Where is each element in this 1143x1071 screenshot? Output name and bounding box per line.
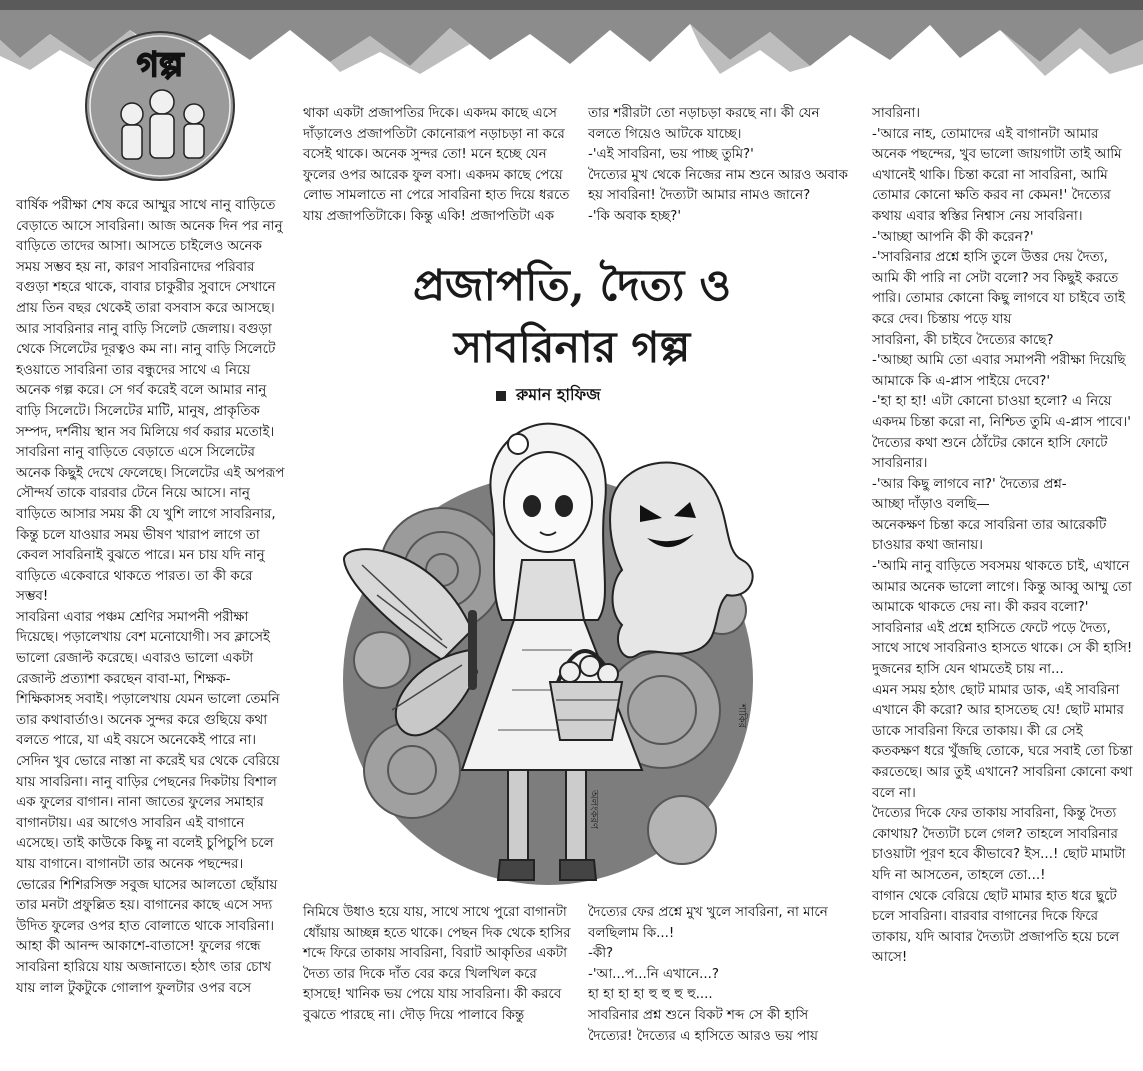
column-text: সাবরিনা। -'আরে নাহ, তোমাদের এই বাগানটা আমার অনেক পছন্দের, খুব ভালো জায়গাটা তাই আমি এখানেই থাকি। চিন্তা করো না সাবরিনা, আমি তোমার কোনো ক্ষতি করব না কেমন!' দৈত্যের কথায় এবার স্বস্তির নিশ্বাস নেয় সাবরিনা। -'আচ্ছা আপনি কী কী করেন?' -'সাবরিনার প্রশ্নে হাসি তুলে উত্তর দেয় দৈত্য, আমি কী পারি না সেটা বলো? সব কিছুই করতে পারি। তোমার কোনো কিছু লাগবে যা চাইবে তাই করে দেব। চিন্তায় পড়ে যায় সাবরিনা, কী চাইবে দৈত্যের কাছে? -'আচ্ছা আমি তো এবার সমাপনী পরীক্ষা দিয়েছি আমাকে কি এ-প্লাস পাইয়ে দেবে?' -'হা হা হা! এটা কোনো চাওয়া হলো? এ নিয়ে একদম চিন্তা করো না, নিশ্চিত তুমি এ-প্লাস পাবে।' দৈত্যের কথা শুনে ঠোঁটের কোনে হাসি ফোটে সাবরিনার। -'আর কিছু লাগবে না?' দৈত্যের প্রশ্ন- আচ্ছা দাঁড়াও বলছি— অনেকক্ষণ চিন্তা করে সাবরিনা তার আরেকটি চাওয়ার কথা জানায়। -'আমি নানু বাড়িতে সবসময় থাকতে চাই, এখানে আমার অনেক ভালো লাগে। কিন্তু আব্বু আম্মু তো আমাকে থাকতে দেয় না। কী করব বলো?' সাবরিনার এই প্রশ্নে হাসিতে ফেটে পড়ে দৈত্য, সাথে সাথে সাবরিনাও হাসতে থাকে। সে কী হাসি! দুজনের হাসি যেন থামতেই চায় না... এমন সময় হঠাৎ ছোট মামার ডাক, এই সাবরিনা এখানে কী করো? আর হাসতেছ যে! ছোট মামার ডাকে সাবরিনা ফিরে তাকায়। কী রে সেই কতকক্ষণ ধরে খুঁজছি তোকে, ঘরে সবাই তো চিন্তা করতেছে। আর তুই এখানে? সাবরিনা কোনো কথা বলে না। দৈত্যের দিকে ফের তাকায় সাবরিনা, কিন্তু দৈত্য কোথায়? দৈত্যটা চলে গেল? তাহলে সাবরিনার চাওয়াটা পূরণ হবে কীভাবে? ইস...! ছোট মামাটা যদি না আসতেন, তাহলে তো...! বাগান থেকে বেরিয়ে ছোট মামার হাত ধরে ছুটে চলে সাবরিনা। বারবার বাগানের দিকে ফিরে তাকায়, যদি আবার দৈত্যটা প্রজাপতি হয়ে চলে আসে! [872,106,1133,966]
article-column-3-top [588,104,850,228]
article-column-3-bottom [588,903,850,1047]
bullet-square-icon [496,391,506,401]
column-text: তার শরীরটা তো নড়াচড়া করছে না। কী যেন বলতে গিয়েও আটকে যাচ্ছে। -'এই সাবরিনা, ভয় পাচ্ছ তুমি?' দৈত্যের মুখ থেকে নিজের নাম শুনে আরও অবাক হয় সাবরিনা! দৈত্যটা আমার নামও জানে? -'কি অবাক হচ্ছ?' [588,106,848,224]
byline [496,382,601,409]
column-text: দৈত্যের ফের প্রশ্নে মুখ খুলে সাবরিনা, না মানে বলছিলাম কি...! -কী? -'আ...প...নি এখানে...? হা হা হা হা হু হু হু হু.... সাবরিনার প্রশ্ন শুনে বিকট শব্দ সে কী হাসি দৈত্যের! দৈত্যের এ হাসিতে আরও ভয় পায় [588,905,828,1044]
story-title-line-1: প্রজাপতি, দৈত্য ও [412,261,732,311]
illustration-credit-artist: শাকির [736,704,747,729]
logo-text: গল্প [136,45,184,85]
logo-badge-icon [80,6,240,182]
column-text: থাকা একটা প্রজাপতির দিকে। একদম কাছে এসে দাঁড়ালেও প্রজাপতিটা কোনোরূপ নড়াচড়া না করে বসেই থাকে। অনেক সুন্দর তো! মনে হচ্ছে যেন ফুলের ওপর আরেক ফুল বসা। একদম কাছে পেয়ে লোভ সামলাতে না পেরে সাবরিনা হাত দিয়ে ধরতে যায় প্রজাপতিটাকে। কিন্তু একি! প্রজাপতিটা এক [303,106,570,224]
story-title [382,255,762,379]
story-illustration [322,410,774,896]
author-name: রুমান হাফিজ [516,385,601,404]
article-column-2-bottom [303,903,571,1027]
section-logo [80,6,240,182]
illustration-credit-label: অলংকরণ [588,790,599,829]
column-text: বার্ষিক পরীক্ষা শেষ করে আম্মুর সাথে নানু বাড়িতে বেড়াতে আসে সাবরিনা। আজ অনেক দিন পর নানু বাড়িতে তাদের আসা। আসতে চাইলেও অনেক সময় সম্ভব হয় না, কারণ সাবরিনাদের পরিবার বগুড়া শহরে থাকে, বাবার চাকুরীর সুবাদে সেখানে প্রায় তিন বছর থেকেই তারা বসবাস করে আসছে। আর সাবরিনার নানু বাড়ি সিলেট জেলায়। বগুড়া থেকে সিলেটের দূরত্বও কম না। নানু বাড়ি সিলেটে হওয়াতে সাবরিনা তার বন্ধুদের সাথে এ নিয়ে অনেক গল্প করে। সে গর্ব করেই বলে আমার নানু বাড়ি সিলেটে। সিলেটের মাটি, মানুষ, প্রাকৃতিক সম্পদ, দর্শনীয় স্থান সব মিলিয়ে গর্ব করার মতোই। সাবরিনা নানু বাড়িতে বেড়াতে এসে সিলেটের অনেক কিছুই দেখে ফেলেছে। সিলেটের এই অপরূপ সৌন্দর্য তাকে বারবার টেনে নিয়ে আসে। নানু বাড়িতে আসার সময় কী যে খুশি লাগে সাবরিনার, কিন্তু চলে যাওয়ার সময় ভীষণ খারাপ লাগে তা কেবল সাবরিনাই বুঝতে পারে। মন চায় যদি নানু বাড়িতে একেবারে থাকতে পারত। তা কী করে সম্ভব! সাবরিনা এবার পঞ্চম শ্রেণির সমাপনী পরীক্ষা দিয়েছে। পড়ালেখায় বেশ মনোযোগী। সব ক্লাসেই ভালো রেজাল্ট করেছে। এবারও ভালো একটা রেজাল্ট প্রত্যাশা করছেন বাবা-মা, শিক্ষক-শিক্ষিকাসহ সবাই। পড়ালেখায় যেমন ভালো তেমনি তার কথাবার্তাও। অনেক সুন্দর করে গুছিয়ে কথা বলতে পারে, যা এই বয়সে অনেকেই পারে না। সেদিন খুব ভোরে নাস্তা না করেই ঘর থেকে বেরিয়ে যায় সাবরিনা। নানু বাড়ির পেছনের দিকটায় বিশাল এক ফুলের বাগান। নানা জাতের ফুলের সমাহার বাগানটায়। এর আগেও সাবরিন এই বাগানে এসেছে। তাই কাউকে কিছু না বলেই চুপিচুপি চলে যায় বাগানে। বাগানটা তার অনেক পছন্দের। ভোরের শিশিরসিক্ত সবুজ ঘাসের আলতো ছোঁয়ায় তার মনটা প্রফুল্লিত হয়। বাগানের কাছে এসে সদ্য উদিত ফুলের ওপর হাত বোলাতে থাকে সাবরিনা। আহা কী আনন্দ আকাশে-বাতাসে! ফুলের গন্ধে সাবরিনা হারিয়ে যায় অজানাতে। হঠাৎ তার চোখ যায় লাল টুকটুকে গোলাপ ফুলটার ওপর বসে [16,198,285,996]
story-title-line-2: সাবরিনার গল্প [453,323,691,373]
article-column-2-top [303,104,571,228]
column-text: নিমিষে উধাও হয়ে যায়, সাথে সাথে পুরো বাগানটা ধোঁয়ায় আচ্ছন্ন হতে থাকে। পেছন দিক থেকে হাসির শব্দে ফিরে তাকায় সাবরিনা, বিরাট আকৃতির একটা দৈত্য তার দিকে দাঁত বের করে খিলখিল করে হাসছে! খানিক ভয় পেয়ে যায় সাবরিনা। কী করবে বুঝতে পারছে না। দৌড় দিয়ে পালাবে কিন্তু [303,905,571,1023]
article-column-4 [872,104,1134,969]
article-column-1 [16,196,286,999]
